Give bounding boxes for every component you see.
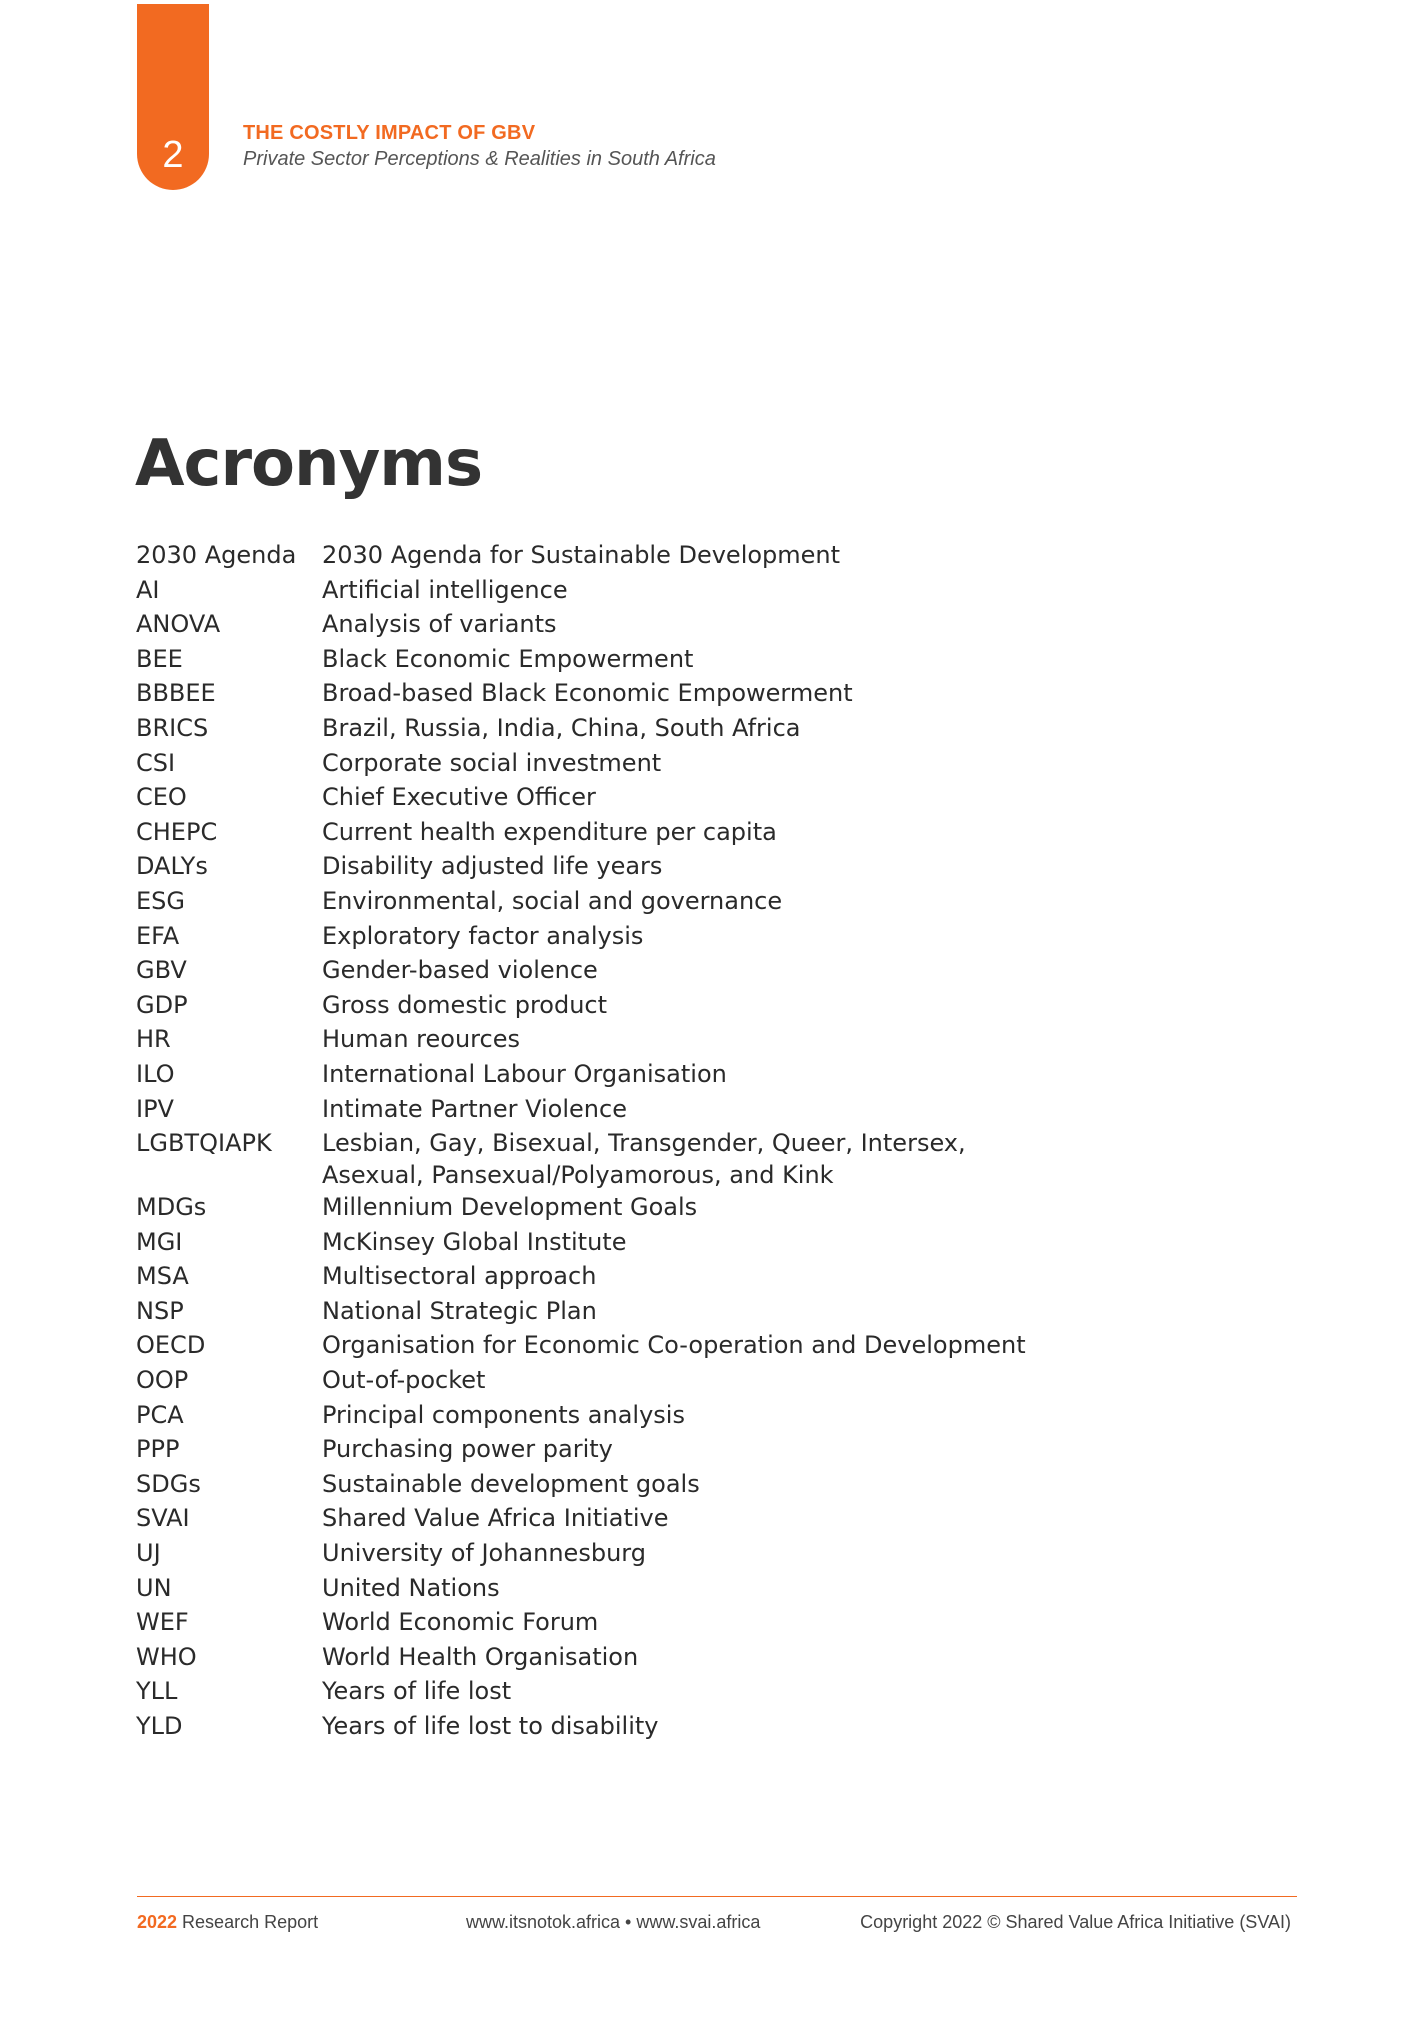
acronym-row (136, 643, 1036, 678)
acronym-row (136, 1191, 1036, 1226)
acronym-definition-line: Gross domestic product (322, 990, 608, 1019)
acronym-row (136, 677, 1036, 712)
acronym-term: OECD (136, 1331, 206, 1360)
acronym-definition-line: International Labour Organisation (322, 1059, 727, 1088)
acronym-row (136, 781, 1036, 816)
acronym-term: EFA (136, 921, 180, 950)
acronym-definition (322, 608, 1036, 643)
acronym-row (136, 539, 1036, 574)
acronym-definition-line: Black Economic Empowerment (322, 644, 694, 673)
acronym-term: NSP (136, 1296, 184, 1325)
acronym-definition (322, 885, 1036, 920)
acronym-row (136, 989, 1036, 1024)
page-number: 2 (162, 134, 184, 176)
acronym-term: DALYs (136, 852, 208, 881)
acronym-definition (322, 920, 1036, 955)
acronym-row (136, 574, 1036, 609)
acronym-term: CHEPC (136, 817, 218, 846)
acronym-term: CSI (136, 748, 176, 777)
acronym-definition-line: Shared Value Africa Initiative (322, 1504, 669, 1533)
acronym-term: SDGs (136, 1469, 201, 1498)
acronym-definition (322, 643, 1036, 678)
acronym-definition (322, 1191, 1036, 1226)
acronym-definition-line: Out-of-pocket (322, 1366, 486, 1395)
acronym-definition (322, 1710, 1036, 1745)
acronym-term: ILO (136, 1059, 175, 1088)
acronym-term: MGI (136, 1227, 183, 1256)
acronym-definition-line: 2030 Agenda for Sustainable Development (322, 541, 841, 569)
acronym-term: HR (136, 1025, 171, 1054)
acronym-term: YLL (136, 1677, 178, 1706)
acronym-term: BBBEE (136, 679, 216, 708)
acronym-row (136, 1260, 1036, 1295)
acronym-row (136, 1023, 1036, 1058)
running-header-title: THE COSTLY IMPACT OF GBV (243, 122, 536, 144)
acronym-definition (322, 1329, 1036, 1364)
footer-report-label (137, 1911, 318, 1933)
acronym-definition (322, 1295, 1036, 1330)
acronym-definition-line: Millennium Development Goals (322, 1193, 698, 1222)
page-number-tab (137, 4, 209, 190)
acronym-row (136, 1295, 1036, 1330)
acronym-definition (322, 574, 1036, 609)
acronym-row (136, 816, 1036, 851)
acronym-definition (322, 1093, 1036, 1128)
acronym-row (136, 1537, 1036, 1572)
acronym-definition-line: Sustainable development goals (322, 1469, 700, 1498)
acronym-definition-line: World Economic Forum (322, 1608, 599, 1637)
acronym-row (136, 850, 1036, 885)
acronym-term: PCA (136, 1400, 184, 1429)
acronym-definition-line: Artificial intelligence (322, 575, 568, 604)
acronym-definition-line: United Nations (322, 1573, 500, 1602)
acronym-definition (322, 1606, 1036, 1641)
acronym-row (136, 1226, 1036, 1261)
acronym-definition-line: Brazil, Russia, India, China, South Africa (322, 713, 801, 742)
acronym-definition (322, 1260, 1036, 1295)
acronym-definition-line: Gender-based violence (322, 956, 598, 985)
acronym-definition-line: Principal components analysis (322, 1400, 685, 1429)
acronym-term: 2030 Agenda (136, 541, 297, 569)
acronym-definition (322, 989, 1036, 1024)
acronym-row (136, 1433, 1036, 1468)
acronym-term: MDGs (136, 1193, 207, 1222)
acronym-row (136, 1127, 1036, 1191)
acronym-definition-line: McKinsey Global Institute (322, 1227, 627, 1256)
acronym-row (136, 1606, 1036, 1641)
acronym-definition (322, 677, 1036, 712)
acronym-definition-line: Corporate social investment (322, 748, 662, 777)
acronym-definition-line: Purchasing power parity (322, 1435, 613, 1464)
acronym-row (136, 1364, 1036, 1399)
acronym-term: UJ (136, 1539, 161, 1568)
acronym-definition (322, 1127, 1036, 1191)
acronym-term: YLD (136, 1712, 183, 1740)
acronym-definition-line: Current health expenditure per capita (322, 817, 777, 846)
acronym-row (136, 608, 1036, 643)
acronym-definition (322, 539, 1036, 574)
acronym-row (136, 1399, 1036, 1434)
acronym-definition-line: Multisectoral approach (322, 1262, 597, 1291)
acronym-definition-line: Years of life lost (322, 1677, 512, 1706)
footer-divider (137, 1896, 1297, 1897)
acronym-row (136, 1058, 1036, 1093)
acronym-definition (322, 1641, 1036, 1676)
acronym-definition (322, 1572, 1036, 1607)
acronym-list (136, 539, 1036, 1745)
footer-year: 2022 (137, 1912, 178, 1932)
acronym-term: LGBTQIAPK (136, 1129, 272, 1158)
acronym-definition-line: University of Johannesburg (322, 1539, 646, 1568)
running-header-subtitle: Private Sector Perceptions & Realities in South Africa (243, 148, 716, 170)
acronym-definition-line: Chief Executive Officer (322, 783, 596, 812)
acronym-definition (322, 816, 1036, 851)
acronym-definition-line: Lesbian, Gay, Bisexual, Transgender, Queer, Intersex, (322, 1129, 966, 1158)
acronym-definition (322, 1502, 1036, 1537)
acronym-definition (322, 712, 1036, 747)
acronym-row (136, 885, 1036, 920)
acronym-definition-line: Organisation for Economic Co-operation and Development (322, 1331, 1026, 1360)
acronym-term: PPP (136, 1435, 180, 1464)
acronym-definition (322, 1468, 1036, 1503)
acronym-definition-line: Environmental, social and governance (322, 886, 783, 915)
acronym-term: AI (136, 575, 160, 604)
acronym-row (136, 1572, 1036, 1607)
acronym-definition (322, 747, 1036, 782)
acronym-row (136, 712, 1036, 747)
acronym-term: ESG (136, 886, 185, 915)
acronym-row (136, 1641, 1036, 1676)
acronym-definition (322, 1537, 1036, 1572)
acronym-row (136, 1093, 1036, 1128)
acronym-term: BRICS (136, 713, 209, 742)
footer-copyright: Copyright 2022 © Shared Value Africa Initiative (SVAI) (860, 1912, 1291, 1932)
acronym-definition-line: Asexual, Pansexual/Polyamorous, and Kink (322, 1161, 834, 1190)
footer-links: www.itsnotok.africa • www.svai.africa (466, 1912, 761, 1932)
acronym-row (136, 1675, 1036, 1710)
acronym-term: SVAI (136, 1504, 190, 1533)
acronym-term: GBV (136, 956, 187, 985)
acronym-term: GDP (136, 990, 188, 1019)
acronym-definition-line: Intimate Partner Violence (322, 1094, 627, 1123)
acronym-term: IPV (136, 1094, 174, 1123)
acronym-term: BEE (136, 644, 183, 673)
acronym-row (136, 1468, 1036, 1503)
acronym-definition (322, 1364, 1036, 1399)
acronym-definition (322, 850, 1036, 885)
acronym-definition-line: Years of life lost to disability (322, 1712, 659, 1740)
acronym-definition-line: Disability adjusted life years (322, 852, 663, 881)
acronym-term: WEF (136, 1608, 189, 1637)
acronym-definition-line: World Health Organisation (322, 1642, 639, 1671)
acronym-definition (322, 1675, 1036, 1710)
acronym-term: ANOVA (136, 610, 221, 639)
acronym-definition (322, 1399, 1036, 1434)
acronym-definition (322, 1058, 1036, 1093)
acronym-definition-line: Analysis of variants (322, 610, 557, 639)
acronym-row (136, 920, 1036, 955)
acronym-term: CEO (136, 783, 187, 812)
acronym-row (136, 747, 1036, 782)
acronym-definition (322, 1433, 1036, 1468)
acronym-definition-line: Broad-based Black Economic Empowerment (322, 679, 853, 708)
acronym-definition-line: Human reources (322, 1025, 520, 1054)
acronym-term: MSA (136, 1262, 189, 1291)
page-title: Acronyms (135, 427, 483, 501)
acronym-definition-line: National Strategic Plan (322, 1296, 597, 1325)
acronym-row (136, 1329, 1036, 1364)
acronym-row (136, 1710, 1036, 1745)
acronym-definition (322, 1023, 1036, 1058)
acronym-row (136, 954, 1036, 989)
acronym-definition (322, 781, 1036, 816)
acronym-definition (322, 954, 1036, 989)
acronym-row (136, 1502, 1036, 1537)
acronym-definition-line: Exploratory factor analysis (322, 921, 644, 950)
acronym-term: WHO (136, 1642, 197, 1671)
footer-report-text: Research Report (177, 1912, 319, 1932)
acronym-definition (322, 1226, 1036, 1261)
acronym-term: OOP (136, 1366, 189, 1395)
acronym-term: UN (136, 1573, 172, 1602)
